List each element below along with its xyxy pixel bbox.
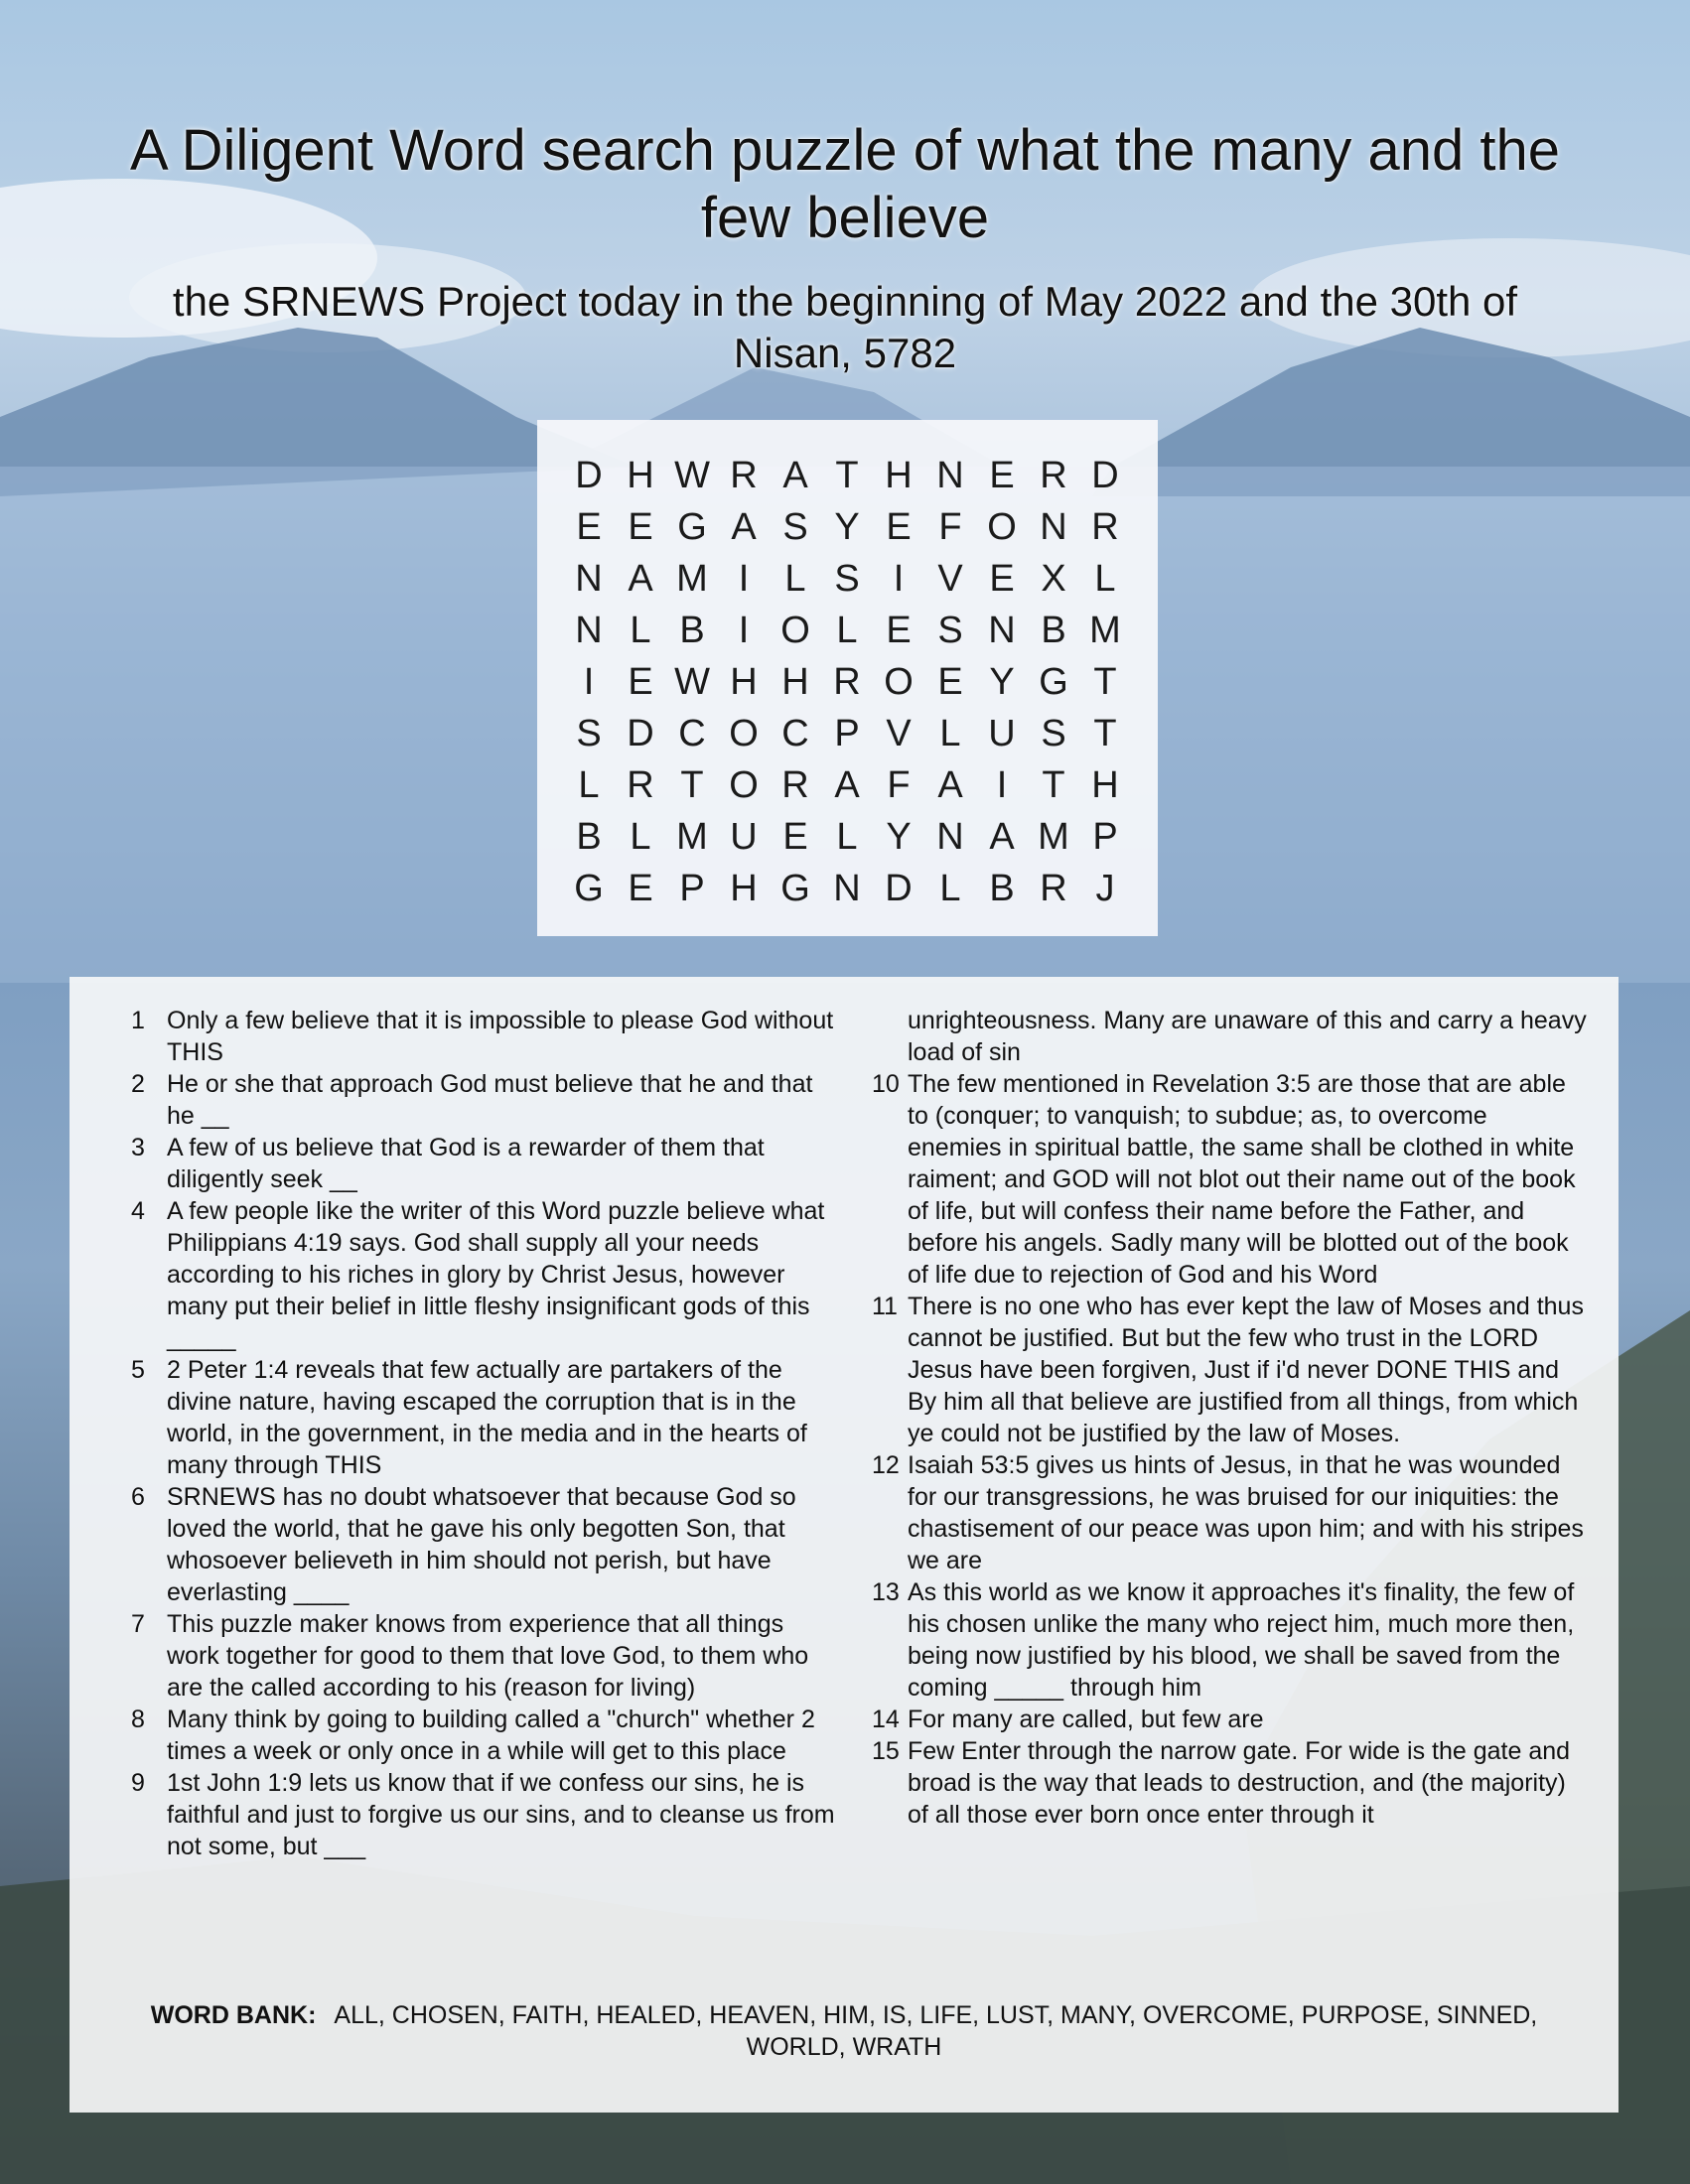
grid-letter: P [1092,816,1118,858]
grid-letter: R [730,455,758,496]
grid-letter: G [677,506,707,548]
grid-letter: I [583,661,595,703]
grid-letter: I [893,558,905,600]
grid-letter: T [1093,713,1117,754]
grid-letter: N [833,868,861,909]
grid-letter: Y [834,506,860,548]
clue-text: There is no one who has ever kept the law of Moses and thus cannot be justified. But but the few who trust in the LORD Jesus have been forgiven, Just if i'd never DONE THIS and By him all that believe are justified from all things, from which ye could not be justified by the law of Moses. [908,1293,1584,1447]
grid-letter: M [676,558,708,600]
clue-number: 12 [872,1451,900,1479]
grid-letter: A [937,764,963,806]
grid-letter: H [730,661,758,703]
clues-panel [70,977,1619,2113]
clue-item [121,1354,836,1481]
clue-number: 14 [872,1706,900,1733]
grid-letter: A [628,558,653,600]
word-bank-label: WORD BANK: [150,2001,317,2029]
clue-text: This puzzle maker knows from experience that all things work together for good to them that love God, to them who are the called according to his (reason for living) [167,1610,809,1702]
grid-letter: R [1040,868,1067,909]
grid-letter: B [989,868,1015,909]
clue-number: 8 [131,1706,145,1733]
word-bank-words: ALL, CHOSEN, FAITH, HEALED, HEAVEN, HIM, IS, LIFE, LUST, MANY, OVERCOME, PURPOSE, SINNED, WORLD, WRATH [334,2001,1538,2061]
grid-letter: N [936,455,964,496]
grid-letter: H [730,868,758,909]
grid-letter: R [1091,506,1119,548]
grid-letter: E [937,661,963,703]
grid-letter: E [989,455,1015,496]
clue-number: 5 [131,1356,145,1384]
grid-letter: E [886,506,912,548]
grid-letter: X [1041,558,1066,600]
grid-letter: C [781,713,809,754]
grid-letter: E [628,506,653,548]
grid-letter: M [1089,610,1121,651]
clue-number: 6 [131,1483,145,1511]
clue-number: 7 [131,1610,145,1638]
grid-letter: O [987,506,1017,548]
clue-text: unrighteousness. Many are unaware of this and carry a heavy load of sin [908,1007,1587,1066]
grid-letter: T [1042,764,1065,806]
grid-letter: E [886,610,912,651]
clue-number: 2 [131,1070,145,1098]
grid-letter: N [575,558,603,600]
clue-number: 11 [872,1293,898,1320]
grid-letter: H [781,661,809,703]
clue-text: 2 Peter 1:4 reveals that few actually are partakers of the divine nature, having escaped the corruption that is in the world, in the government, in the media and in the hearts of many through THIS [167,1356,807,1479]
clue-number: 9 [131,1769,145,1797]
clue-text: A few of us believe that God is a rewarder of them that diligently seek __ [167,1134,765,1193]
grid-letter: G [1039,661,1068,703]
grid-letter: L [939,713,961,754]
clue-item [862,1576,1587,1704]
clue-text: For many are called, but few are [908,1706,1264,1733]
clues-left-column [121,1005,836,1862]
clue-text: The few mentioned in Revelation 3:5 are those that are able to (conquer; to vanquish; to subdue; as, to overcome enemies in spiritual battle, the same shall be clothed in white raiment; and GOD will not blot out their name out of the book of life, but will confess their name before the Father, and before his angels. Sadly many will be blotted out of the book of life due to rejection of God and his Word [908,1070,1576,1289]
grid-letter: S [834,558,860,600]
clue-item [862,1291,1587,1449]
grid-letter: B [576,816,602,858]
grid-letter: V [937,558,963,600]
grid-letter: P [834,713,860,754]
clue-item [121,1704,836,1767]
clue-text: 1st John 1:9 lets us know that if we confess our sins, he is faithful and just to forgive us our sins, and to cleanse us from not some, but ___ [167,1769,835,1860]
clue-text: Only a few believe that it is impossible to please God without THIS [167,1007,834,1066]
clue-text: As this world as we know it approaches it's finality, the few of his chosen unlike the many who reject him, much more then, being now justified by his blood, we shall be saved from the coming _____ through him [908,1578,1575,1702]
grid-letter: A [989,816,1015,858]
grid-letter: G [574,868,604,909]
grid-letter: B [679,610,705,651]
grid-letter: R [833,661,861,703]
grid-letter: J [1095,868,1115,909]
word-bank [109,1999,1579,2063]
grid-letter: S [1041,713,1066,754]
grid-letter: F [938,506,962,548]
grid-letter: D [1091,455,1119,496]
grid-letter: L [578,764,600,806]
grid-letter: M [1038,816,1069,858]
grid-letter: B [1041,610,1066,651]
grid-letter: T [835,455,859,496]
grid-letter: H [1091,764,1119,806]
clue-item [862,1068,1587,1291]
grid-letter: D [885,868,913,909]
grid-letter: U [988,713,1016,754]
grid-letter: D [627,713,654,754]
clue-text: Isaiah 53:5 gives us hints of Jesus, in that he was wounded for our transgressions, he was bruised for our iniquities: the chastisement of our peace was upon him; and with his stripes we are [908,1451,1584,1574]
grid-letter: O [884,661,914,703]
grid-letter: O [729,764,759,806]
grid-letter: L [836,610,858,651]
grid-letter: R [781,764,809,806]
grid-letter: N [1040,506,1067,548]
clue-text: Few Enter through the narrow gate. For wide is the gate and broad is the way that leads to destruction, and (the majority) of all those ever born once enter through it [908,1737,1571,1829]
clue-continuation [862,1005,1587,1068]
grid-letter: L [1094,558,1116,600]
grid-letter: W [674,455,710,496]
grid-letter: N [575,610,603,651]
grid-letter: Y [886,816,912,858]
clue-item [121,1608,836,1704]
grid-letter: L [630,610,651,651]
grid-letter: F [887,764,911,806]
clue-text: Many think by going to building called a "church" whether 2 times a week or only once in a while will get to this place [167,1706,815,1765]
grid-letter: E [989,558,1015,600]
grid-letter: S [782,506,808,548]
grid-letter: G [780,868,810,909]
grid-letter: N [988,610,1016,651]
grid-letter: P [679,868,705,909]
letter-grid [563,450,1131,914]
grid-letter: O [780,610,810,651]
clue-text: He or she that approach God must believe that he and that he __ [167,1070,813,1130]
grid-letter: I [738,558,750,600]
grid-letter: M [676,816,708,858]
grid-letter: D [575,455,603,496]
grid-letter: H [885,455,913,496]
grid-letter: W [674,661,710,703]
clue-number: 4 [131,1197,145,1225]
clue-item [862,1735,1587,1831]
grid-letter: A [834,764,860,806]
clue-number: 10 [872,1070,900,1098]
word-search-grid-panel [537,420,1158,936]
grid-letter: S [576,713,602,754]
clue-number: 13 [872,1578,900,1606]
grid-letter: H [627,455,654,496]
clue-number: 3 [131,1134,145,1161]
grid-letter: L [836,816,858,858]
grid-letter: T [1093,661,1117,703]
grid-letter: R [1040,455,1067,496]
clue-text: A few people like the writer of this Word puzzle believe what Philippians 4:19 says. God shall supply all your needs according to his riches in glory by Christ Jesus, however many put their belief in little fleshy insignificant gods of this _____ [167,1197,825,1352]
grid-letter: E [576,506,602,548]
grid-letter: L [939,868,961,909]
clue-text: SRNEWS has no doubt whatsoever that because God so loved the world, that he gave his only begotten Son, that whosoever believeth in him should not perish, but have everlasting ____ [167,1483,796,1606]
clue-item [121,1481,836,1608]
grid-letter: V [886,713,912,754]
grid-letter: C [678,713,706,754]
clue-item [862,1449,1587,1576]
grid-letter: I [996,764,1008,806]
grid-letter: U [730,816,758,858]
clue-item [121,1195,836,1354]
grid-letter: R [627,764,654,806]
grid-letter: I [738,610,750,651]
clue-item [121,1132,836,1195]
page-subtitle: the SRNEWS Project today in the beginning of May 2022 and the 30th of Nisan, 5782 [172,278,1518,376]
page-title: A Diligent Word search puzzle of what the many and the few believe [129,118,1561,250]
clue-number: 15 [872,1737,900,1765]
grid-letter: E [628,661,653,703]
clues-right-column [862,1005,1587,1831]
clue-item [121,1767,836,1862]
grid-letter: S [937,610,963,651]
grid-letter: L [784,558,806,600]
grid-letter: T [680,764,704,806]
grid-letter: E [782,816,808,858]
grid-letter: A [782,455,808,496]
clue-item [121,1068,836,1132]
grid-letter: E [628,868,653,909]
grid-letter: O [729,713,759,754]
clue-number: 1 [131,1007,145,1034]
clue-item [862,1704,1587,1735]
grid-letter: N [936,816,964,858]
clue-item [121,1005,836,1068]
grid-letter: L [630,816,651,858]
grid-letter: Y [989,661,1015,703]
grid-letter: A [731,506,757,548]
